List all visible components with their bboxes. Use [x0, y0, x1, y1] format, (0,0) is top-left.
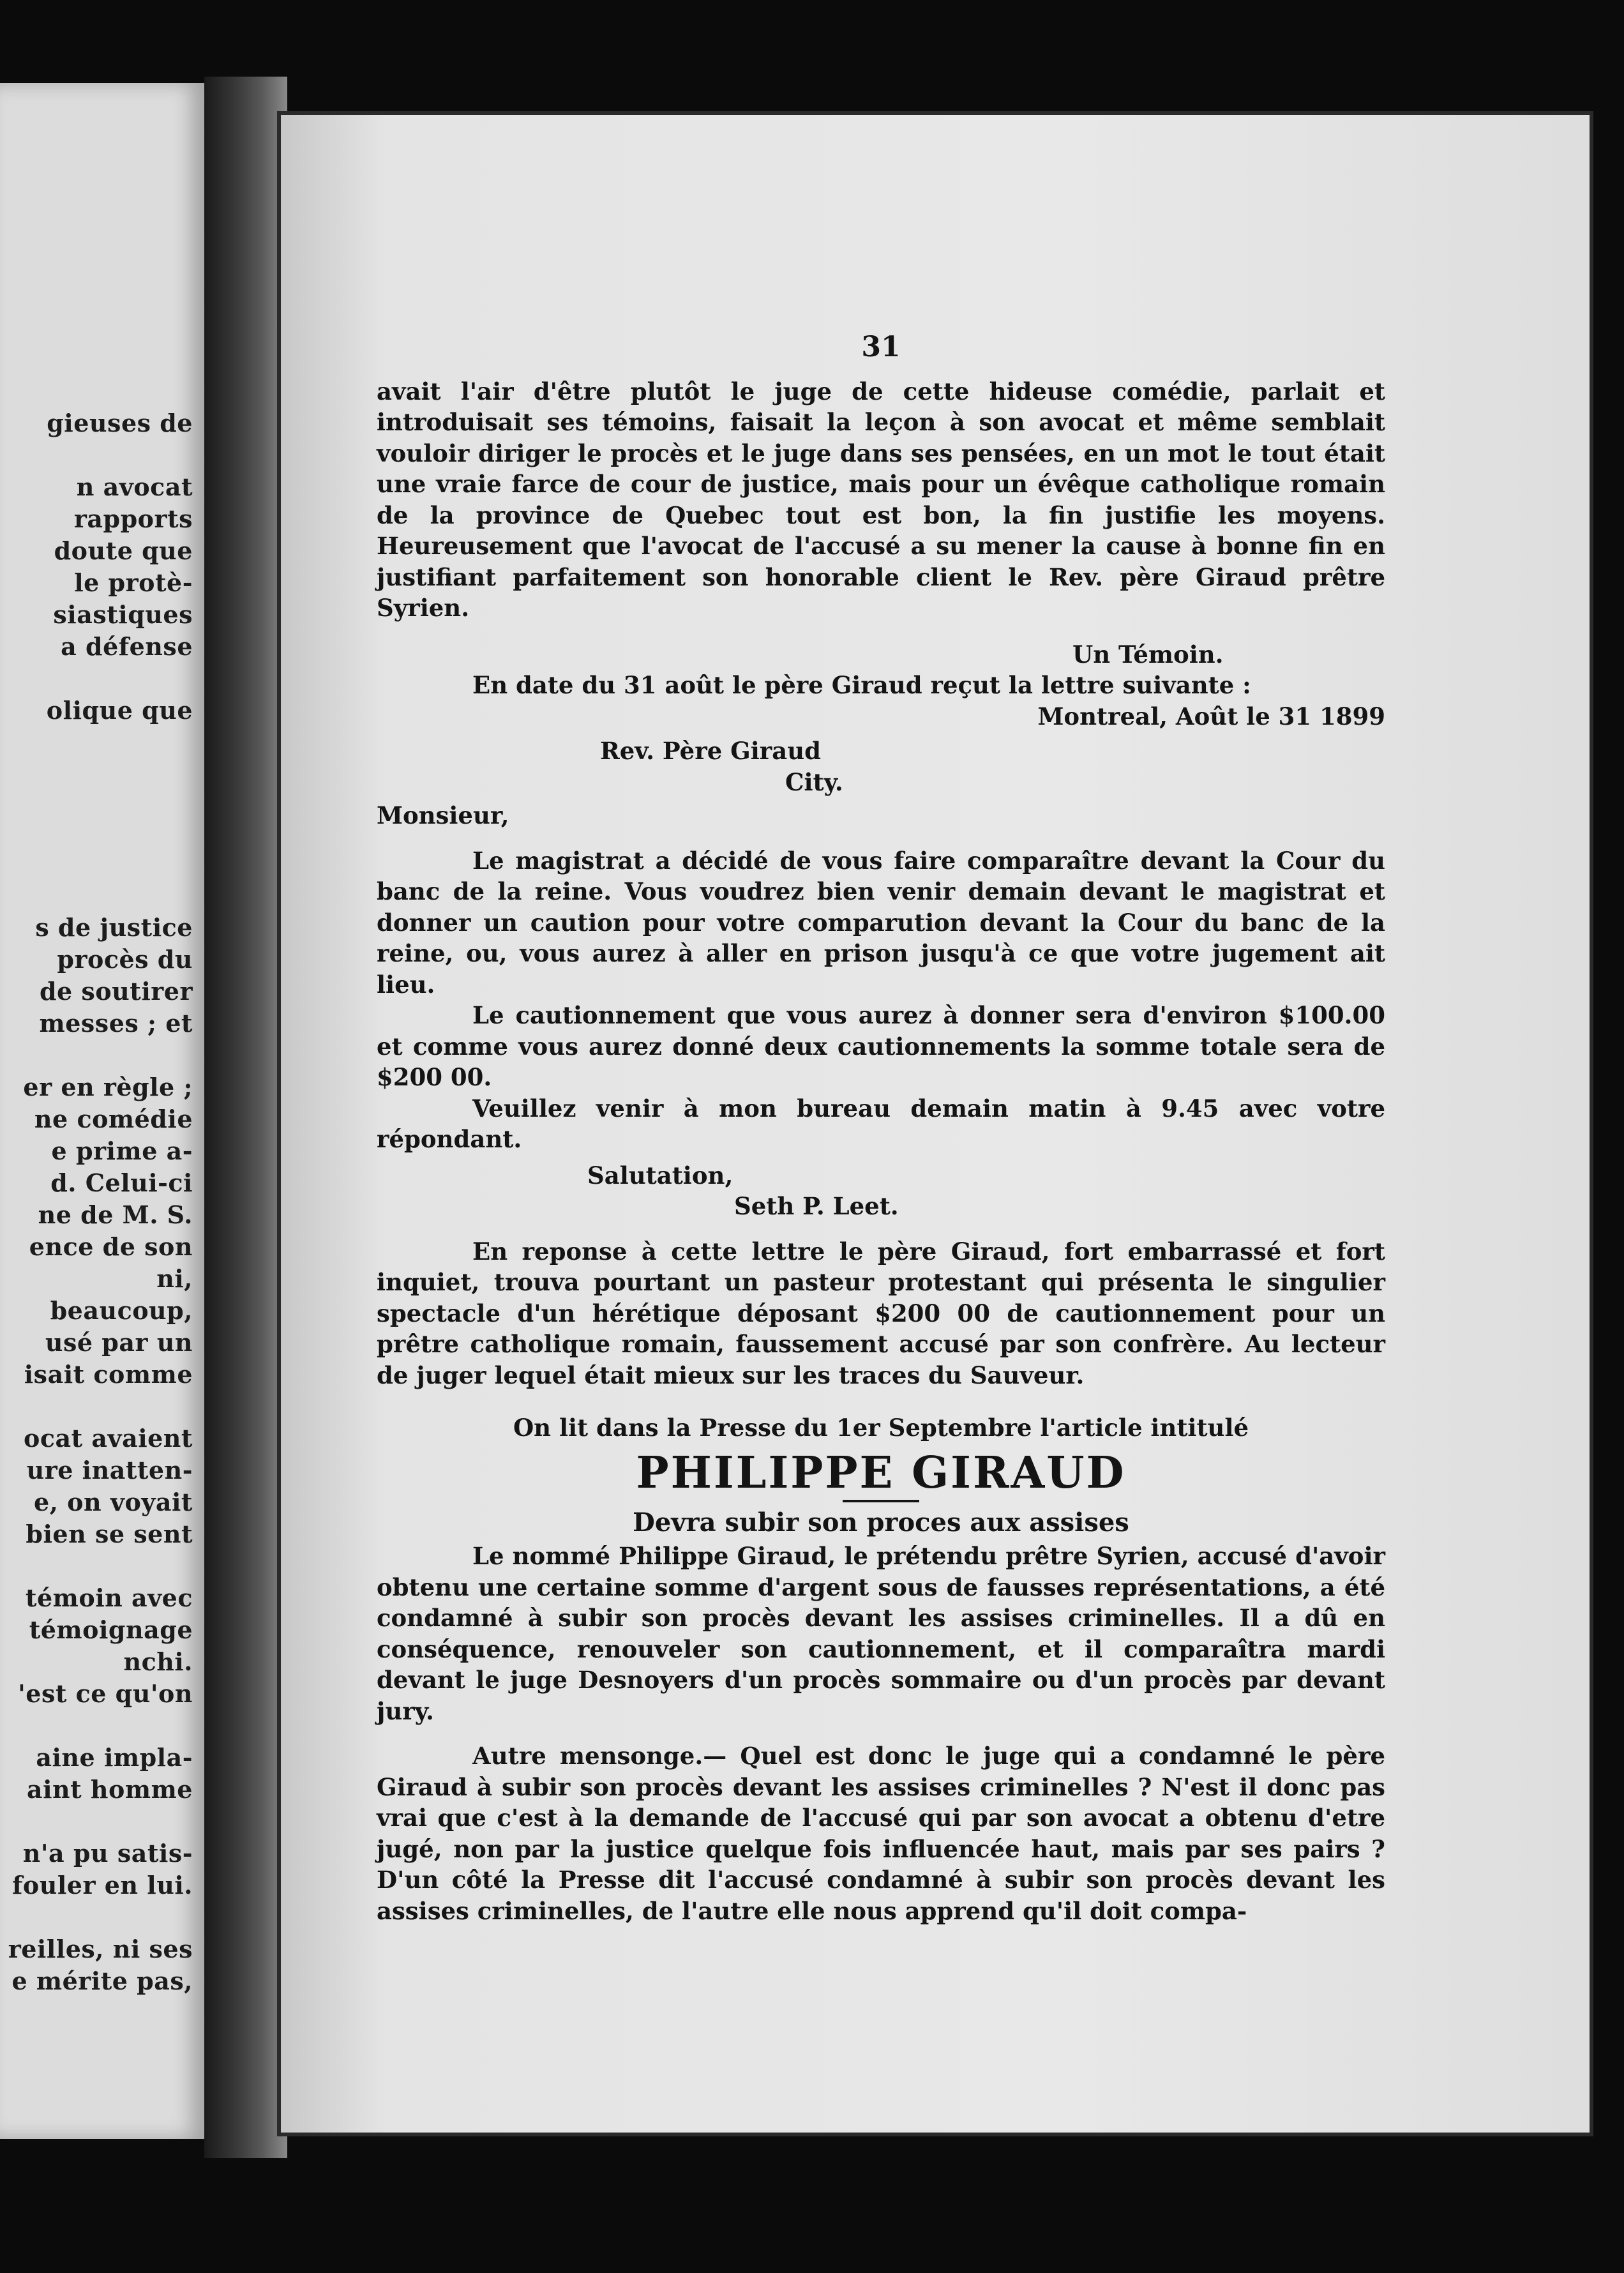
facing-page-line-fragment: n avocat [76, 472, 193, 501]
facing-page-line-fragment: d. Celui-ci [50, 1168, 193, 1197]
signature-witness: Un Témoin. [1072, 640, 1224, 668]
book-page [281, 115, 1590, 2133]
letter-signature: Seth P. Leet. [734, 1192, 899, 1220]
article-subtitle: Devra subir son proces aux assises [633, 1507, 1129, 1537]
facing-page-line-fragment: doute que [54, 536, 193, 565]
facing-page-line-fragment: bien se sent [26, 1520, 193, 1548]
facing-page-line-fragment: e prime a- [51, 1136, 193, 1165]
paragraph-1: avait l'air d'être plutôt le juge de cette hideuse comédie, parlait et introduisait ses témoins, faisait la leçon à son avocat et même semblait vouloir diriger le procès et le juge dans ses pensées, en un mot le tout était une vraie farce de cour de justice, mais pour un évêque catholique romain de la province de Quebec tout est bon, la fin justifie les moyens. Heureusement que l'avocat de l'accusé a su mener la cause à bonne fin en justifiant parfaitement son honorable client le Rev. père Giraud prêtre Syrien. [377, 377, 1385, 622]
book-gutter [204, 77, 287, 2158]
letter-dateline: Montreal, Août le 31 1899 [1037, 702, 1385, 730]
paragraph-5: Autre mensonge.— Quel est donc le juge qui a condamné le père Giraud à subir son procès devant les assises criminelles ? N'est il donc pas vrai que c'est à la demande de l'accusé qui par son avocat a obtenu d'etre jugé, non par la justice quelque fois influencée haut, mais par ses pairs ? D'un côté la Presse dit l'accusé condamné à subir son procès devant les assises criminelles, de l'autre elle nous apprend qu'il doit compa- [377, 1742, 1385, 1925]
letter-body-3: Veuillez venir à mon bureau demain matin à 9.45 avec votre répondant. [377, 1094, 1385, 1153]
facing-page-line-fragment: a défense [61, 632, 193, 661]
facing-page-left [0, 83, 204, 2139]
facing-page-line-fragment: aine impla- [36, 1743, 193, 1772]
facing-page-line-fragment: reilles, ni ses [8, 1935, 193, 1963]
page-number: 31 [861, 331, 901, 363]
facing-page-line-fragment: ence de son [29, 1232, 193, 1261]
facing-page-line-fragment: ure inatten- [26, 1456, 193, 1484]
facing-page-line-fragment: de soutirer [39, 977, 193, 1006]
facing-page-line-fragment: témoin avec [25, 1583, 193, 1612]
article-title: PHILIPPE GIRAUD [636, 1447, 1126, 1499]
facing-page-line-fragment: er en règle ; [23, 1073, 193, 1101]
facing-page-line-fragment: beaucoup, [50, 1296, 193, 1325]
page-text [377, 332, 1385, 1926]
letter-closing: Salutation, [587, 1161, 733, 1189]
facing-page-line-fragment: e, on voyait [34, 1488, 193, 1516]
facing-page-line-fragment: isait comme [24, 1360, 193, 1389]
facing-page-line-fragment: siastiques [53, 600, 193, 629]
title-rule [843, 1500, 919, 1502]
facing-page-line-fragment: aint homme [26, 1775, 193, 1804]
facing-page-line-fragment: procès du [57, 945, 193, 974]
facing-page-line-fragment: rapports [73, 504, 193, 533]
letter-addressee: Rev. Père Giraud [600, 737, 822, 765]
facing-page-line-fragment: s de justice [35, 913, 193, 942]
facing-page-line-fragment: messes ; et [39, 1009, 193, 1038]
letter-body-2: Le cautionnement que vous aurez à donner sera d'environ $100.00 et comme vous aurez donné deux cautionnements la somme totale sera de $200 00. [377, 1001, 1385, 1091]
facing-page-line-fragment: ni, [156, 1264, 193, 1293]
facing-page-line-fragment: ocat avaient [23, 1424, 193, 1453]
facing-page-line-fragment: ne de M. S. [38, 1200, 193, 1229]
article-intro-line: On lit dans la Presse du 1er Septembre l'article intitulé [513, 1414, 1249, 1442]
facing-page-line-fragment: e mérite pas, [11, 1967, 193, 1995]
paragraph-3: En reponse à cette lettre le père Giraud, fort embarrassé et fort inquiet, trouva pourtant un pasteur protestant qui présenta le singulier spectacle d'un hérétique déposant $200 00 de cautionnement pour un prêtre catholique romain, faussement accusé par son confrère. Au lecteur de juger lequel était mieux sur les traces du Sauveur. [377, 1237, 1385, 1389]
facing-page-line-fragment: gieuses de [47, 409, 193, 437]
facing-page-line-fragment: témoignage [29, 1615, 193, 1644]
facing-page-line-fragment: olique que [46, 696, 193, 725]
letter-addressee-city: City. [785, 767, 843, 796]
letter-salutation: Monsieur, [377, 801, 509, 829]
letter-body-1: Le magistrat a décidé de vous faire comparaître devant la Cour du banc de la reine. Vous voudrez bien venir demain devant le magistrat et donner un caution pour votre comparution devant la Cour du banc de la reine, ou, vous aurez à aller en prison jusqu'à ce que votre jugement ait lieu. [377, 846, 1385, 999]
paragraph-4: Le nommé Philippe Giraud, le prétendu prêtre Syrien, accusé d'avoir obtenu une certaine somme d'argent sous de fausses représentations, a été condamné à subir son procès devant les assises criminelles. Il a dû en conséquence, renouveler son cautionnement, et il comparaîtra mardi devant le juge Desnoyers d'un procès sommaire ou d'un procès par devant jury. [377, 1542, 1385, 1725]
facing-page-line-fragment: ne comédie [34, 1105, 193, 1133]
paragraph-letter-intro: En date du 31 août le père Giraud reçut la lettre suivante : [472, 671, 1251, 699]
facing-page-line-fragment: nchi. [123, 1647, 193, 1676]
facing-page-line-fragment: n'a pu satis- [22, 1839, 193, 1868]
facing-page-line-fragment: 'est ce qu'on [18, 1679, 193, 1708]
facing-page-line-fragment: fouler en lui. [12, 1871, 193, 1899]
facing-page-line-fragment: usé par un [45, 1328, 193, 1357]
facing-page-line-fragment: le protè- [74, 568, 193, 597]
